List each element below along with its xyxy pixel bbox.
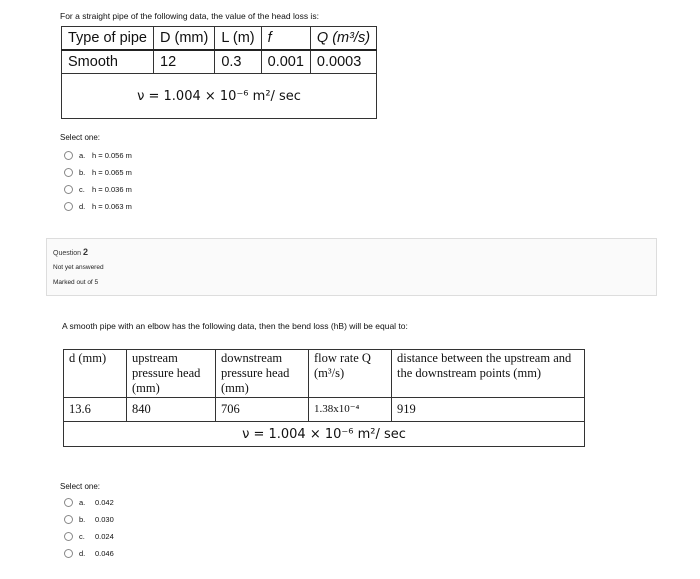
q1-value-d: 12 xyxy=(154,50,215,74)
q1-header-q: Q (m³/s) xyxy=(310,27,376,51)
q1-value-type: Smooth xyxy=(62,50,154,74)
q1-value-q: 0.0003 xyxy=(310,50,376,74)
question-number: 2 xyxy=(82,247,88,257)
q1-option-a[interactable] xyxy=(64,147,132,164)
q1-header-f: f xyxy=(261,27,310,51)
option-text: 0.024 xyxy=(95,532,114,541)
q2-header-d: d (mm) xyxy=(64,350,127,398)
q1-header-d: D (mm) xyxy=(154,27,215,51)
q2-option-b[interactable] xyxy=(64,511,114,528)
q2-prompt: A smooth pipe with an elbow has the following data, then the bend loss (hB) will be equal to: xyxy=(62,321,408,331)
radio-icon[interactable] xyxy=(64,168,73,177)
q2-value-d: 13.6 xyxy=(64,398,127,422)
table-row xyxy=(64,422,585,447)
q2-value-flow: 1.38x10⁻⁴ xyxy=(309,398,392,422)
q2-option-a[interactable] xyxy=(64,494,114,511)
table-row xyxy=(64,350,585,398)
option-text: h = 0.063 m xyxy=(92,202,132,211)
q2-value-distance: 919 xyxy=(392,398,585,422)
q2-marks: Marked out of 5 xyxy=(53,279,99,286)
q2-option-d[interactable] xyxy=(64,545,114,562)
option-letter: b. xyxy=(79,168,86,177)
q1-option-c[interactable] xyxy=(64,181,132,198)
question-label: Question xyxy=(53,250,82,257)
q2-header-upstream: upstream pressure head (mm) xyxy=(127,350,216,398)
option-letter: c. xyxy=(79,185,85,194)
q2-info-box xyxy=(46,238,657,296)
q2-option-c[interactable] xyxy=(64,528,114,545)
table-row xyxy=(62,27,377,51)
option-letter: c. xyxy=(79,532,85,541)
q2-options xyxy=(64,494,114,562)
q2-header-distance: distance between the upstream and the downstream points (mm) xyxy=(392,350,585,398)
q1-options xyxy=(64,147,132,215)
option-text: 0.046 xyxy=(95,549,114,558)
option-letter: d. xyxy=(79,202,86,211)
q2-header-flow: flow rate Q (m³/s) xyxy=(309,350,392,398)
option-text: h = 0.056 m xyxy=(92,151,132,160)
q1-header-l: L (m) xyxy=(215,27,261,51)
q1-data-table xyxy=(61,26,377,119)
option-letter: d. xyxy=(79,549,86,558)
q1-option-d[interactable] xyxy=(64,198,132,215)
radio-icon[interactable] xyxy=(64,202,73,211)
q2-status: Not yet answered xyxy=(53,264,104,271)
option-letter: a. xyxy=(79,498,86,507)
option-text: h = 0.036 m xyxy=(92,185,132,194)
q2-viscosity: ν = 1.004 × 10⁻⁶ m²/ sec xyxy=(64,422,585,447)
q1-value-l: 0.3 xyxy=(215,50,261,74)
option-text: 0.030 xyxy=(95,515,114,524)
radio-icon[interactable] xyxy=(64,498,73,507)
q1-select-label: Select one: xyxy=(60,133,101,142)
option-text: h = 0.065 m xyxy=(92,168,132,177)
radio-icon[interactable] xyxy=(64,151,73,160)
table-row xyxy=(62,74,377,119)
radio-icon[interactable] xyxy=(64,532,73,541)
q2-header-downstream: downstream pressure head (mm) xyxy=(216,350,309,398)
q2-select-label: Select one: xyxy=(60,482,101,491)
table-row xyxy=(62,50,377,74)
q1-option-b[interactable] xyxy=(64,164,132,181)
q2-label-row xyxy=(53,247,88,257)
q1-prompt: For a straight pipe of the following data, the value of the head loss is: xyxy=(60,11,319,21)
option-letter: b. xyxy=(79,515,86,524)
radio-icon[interactable] xyxy=(64,549,73,558)
option-letter: a. xyxy=(79,151,86,160)
option-text: 0.042 xyxy=(95,498,114,507)
q2-value-downstream: 706 xyxy=(216,398,309,422)
radio-icon[interactable] xyxy=(64,185,73,194)
q2-value-upstream: 840 xyxy=(127,398,216,422)
q1-value-f: 0.001 xyxy=(261,50,310,74)
q2-data-table xyxy=(63,349,585,447)
q1-viscosity: ν = 1.004 × 10⁻⁶ m²/ sec xyxy=(62,74,377,119)
radio-icon[interactable] xyxy=(64,515,73,524)
q1-header-type: Type of pipe xyxy=(62,27,154,51)
table-row xyxy=(64,398,585,422)
